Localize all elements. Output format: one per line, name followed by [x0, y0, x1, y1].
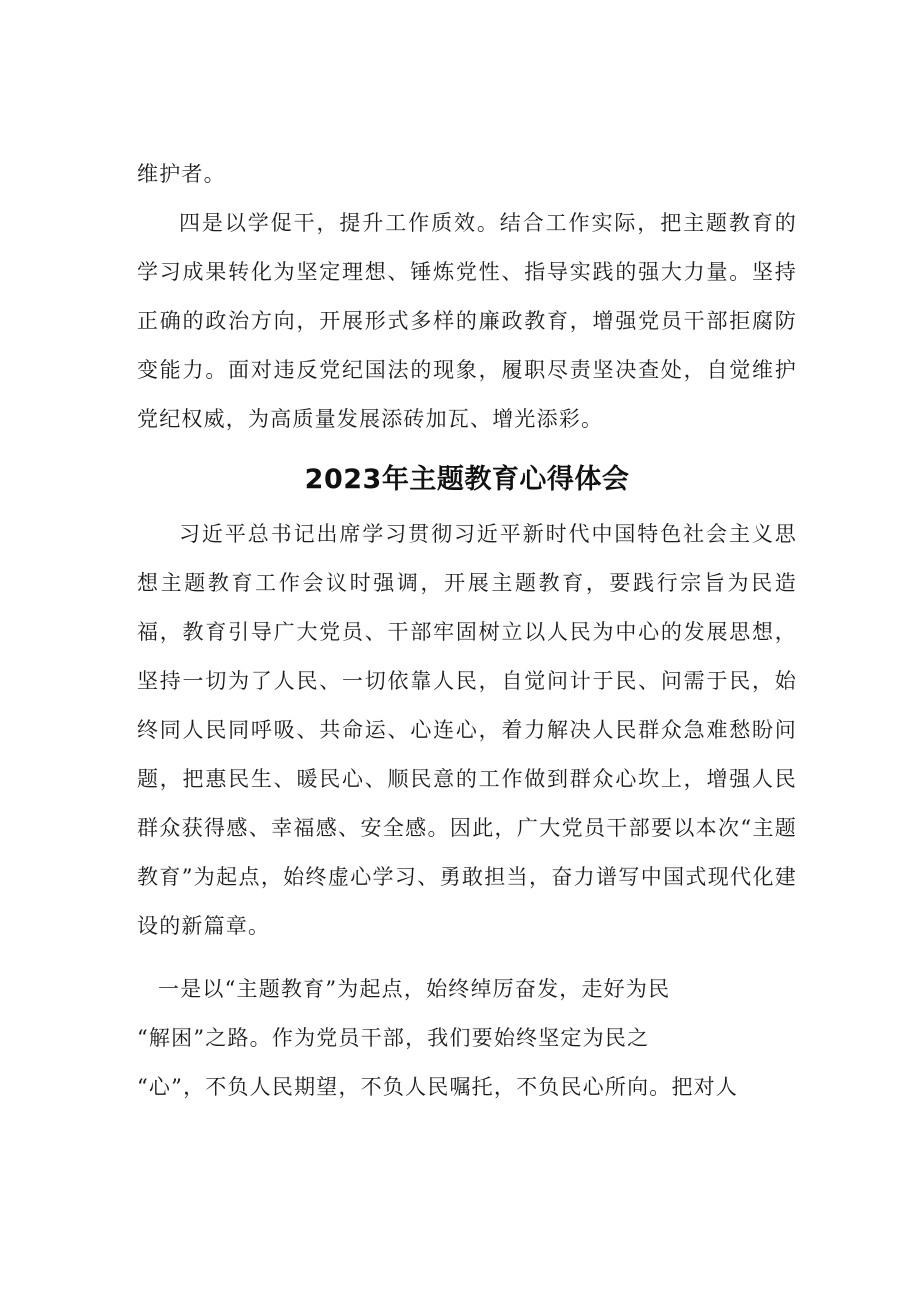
document-title: 2023年主题教育心得体会: [304, 464, 630, 495]
paragraph-four: 四是以学促干，提升工作质效。结合工作实际，把主题教育的学习成果转化为坚定理想、锤炼党性、指导实践的强大力量。坚持正确的政治方向，开展形式多样的廉政教育，增强党员干部拒腐防变能力。面对违反党纪国法的现象，履职尽责坚决查处，自觉维护党纪权威，为高质量发展添砖加瓦、增光添彩。: [137, 211, 797, 431]
document-body: [137, 150, 797, 1112]
paragraph-one-line-1: 一是以“主题教育”为起点，始终绰厉奋发，走好为民: [158, 977, 671, 1001]
paragraph-continued: 维护者。: [137, 162, 226, 186]
paragraph-one-line-3: “心”，不负人民期望，不负人民嘱托，不负民心所向。把对人: [137, 1075, 739, 1099]
paragraph-gap: [137, 951, 797, 965]
paragraph-one-line-2: “解困”之路。作为党员干部，我们要始终坚定为民之: [137, 1026, 650, 1050]
paragraph-intro: 习近平总书记出席学习贯彻习近平新时代中国特色社会主义思想主题教育工作会议时强调，开展主题教育，要践行宗旨为民造福，教育引导广大党员、干部牢固树立以人民为中心的发展思想，坚持一切为了人民、一切依靠人民，自觉问计于民、问需于民，始终同人民同呼吸、共命运、心连心，着力解决人民群众急难愁盼问题，把惠民生、暖民心、顺民意的工作做到群众心坎上，增强人民群众获得感、幸福感、安全感。因此，广大党员干部要以本次“主题教育”为起点，始终虚心学习、勇敢担当，奋力谱写中国式现代化建设的新篇章。: [137, 522, 797, 938]
